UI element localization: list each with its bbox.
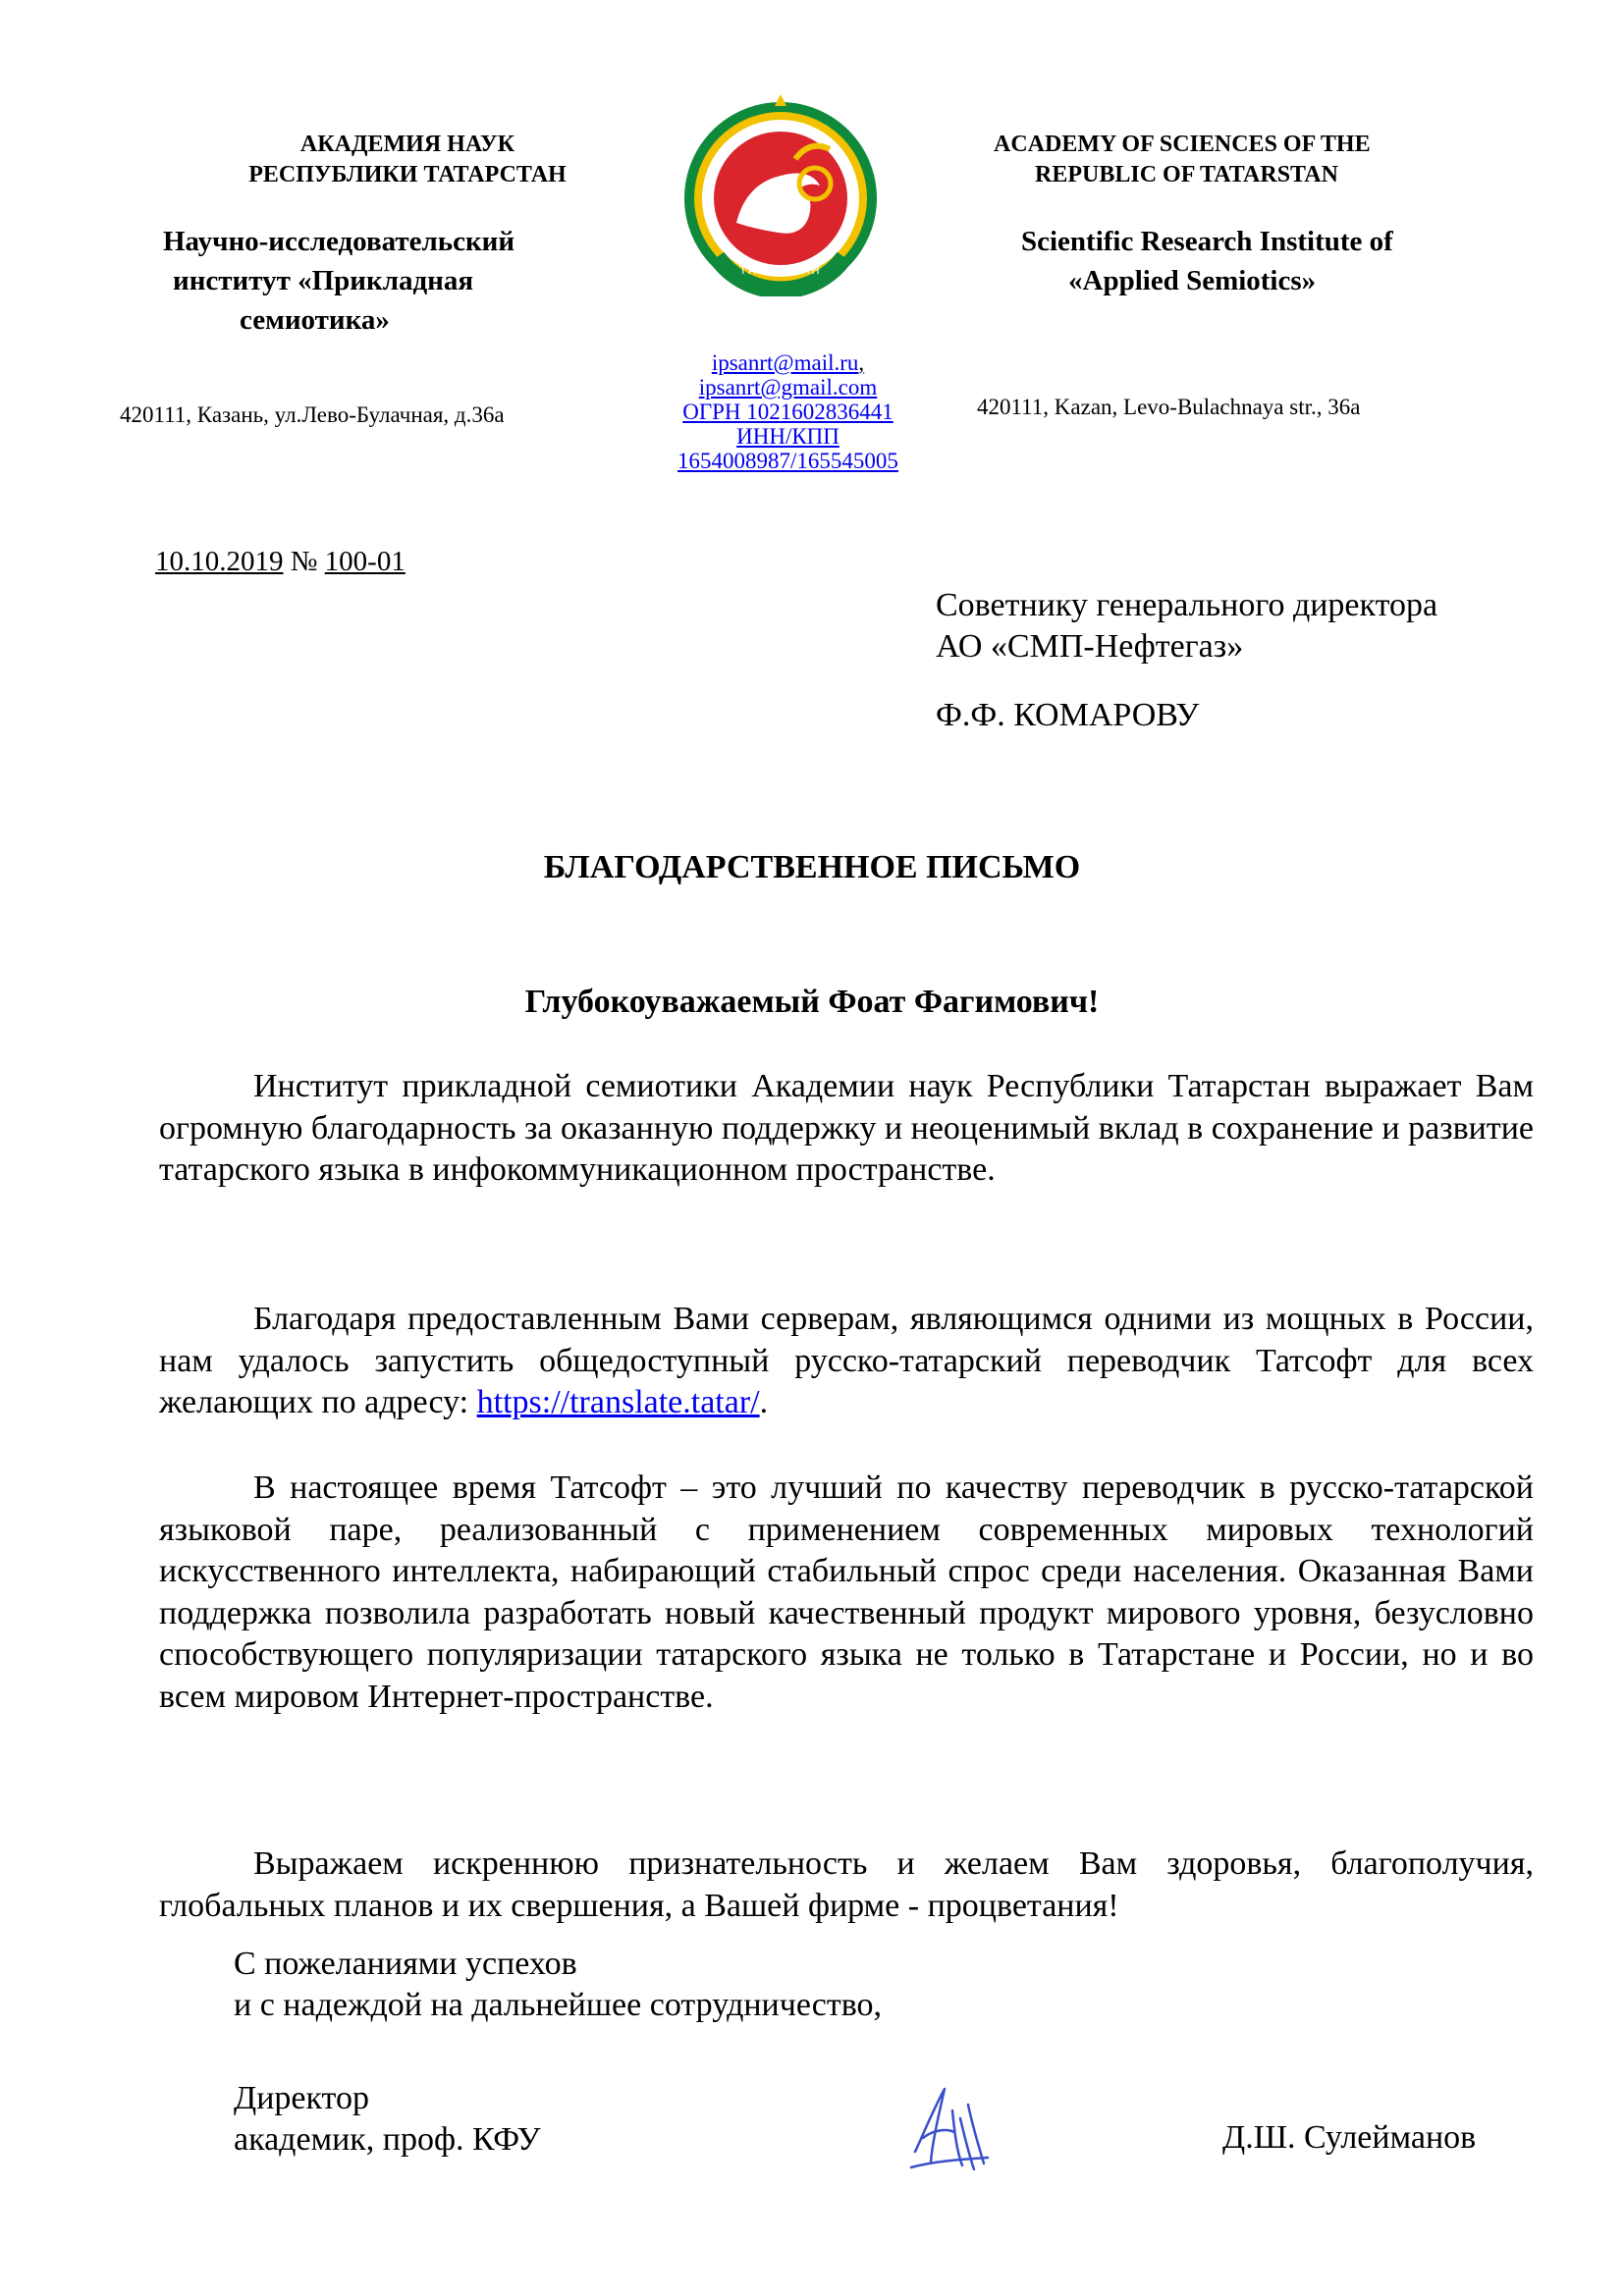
ru-institute-name xyxy=(137,222,589,340)
signatory-name: Д.Ш. Сулейманов xyxy=(1222,2119,1477,2156)
translator-link[interactable]: https://translate.tatar/ xyxy=(476,1384,760,1420)
recipient-name: Ф.Ф. КОМАРОВУ xyxy=(936,697,1200,733)
ogrn-link[interactable]: ОГРН 1021602836441 xyxy=(682,400,893,424)
salutation: Глубокоуважаемый Фоат Фагимович! xyxy=(524,984,1100,1020)
ru-institute-line3: семиотика» xyxy=(240,304,390,336)
reference-line xyxy=(155,546,406,578)
emblem-icon xyxy=(677,90,884,296)
closing-line2: и с надеждой на дальнейшее сотрудничество, xyxy=(234,1987,883,2023)
body-paragraph-4: Выражаем искреннюю признательность и желаем Вам здоровья, благополучия, глобальных планов и их свершения, а Вашей фирме - процветания! xyxy=(159,1845,1534,1924)
closing-line1: С пожеланиями успехов xyxy=(234,1946,577,1982)
ru-academy-line1: АКАДЕМИЯ НАУК xyxy=(299,132,515,157)
ru-academy-name xyxy=(211,130,604,190)
ref-number: 100-01 xyxy=(324,546,406,577)
ru-institute-line2: институт «Прикладная xyxy=(173,265,474,296)
handwritten-signature xyxy=(903,2081,992,2179)
ru-academy-line2: РЕСПУБЛИКИ ТАТАРСТАН xyxy=(248,162,567,187)
inn-value-link[interactable]: 1654008987/165545005 xyxy=(677,449,898,473)
body-paragraph-2-text: Благодаря предоставленным Вами серверам, являющимся одними из мощных в России, нам удалось запустить общедоступный русско-татарский переводчик Татсофт для всех желающих по адресу: xyxy=(159,1301,1534,1420)
tatarstan-emblem xyxy=(677,90,884,296)
en-academy-line1: ACADEMY OF SCIENCES OF THE xyxy=(994,132,1371,157)
recipient-line1: Советнику генерального директора xyxy=(936,587,1438,623)
recipient-line2: АО «СМП-Нефтегаз» xyxy=(936,628,1244,665)
signatory-title-line1: Директор xyxy=(234,2080,369,2116)
ref-date: 10.10.2019 xyxy=(155,546,284,577)
en-academy-line2: REPUBLIC OF TATARSTAN xyxy=(1035,162,1338,187)
body-paragraph-1: Институт прикладной семиотики Академии наук Республики Татарстан выражает Вам огромную благодарность за оказанную поддержку и неоценимый вклад в сохранение и развитие татарского языка в инфокоммуникационном пространстве. xyxy=(159,1068,1534,1188)
body-paragraph-2 xyxy=(159,1299,1534,1424)
body-paragraph-3: В настоящее время Татсофт – это лучший по качеству переводчик в русско-татарской языковой паре, реализованный с применением современных мировых технологий искусственного интеллекта, набирающий стабильный спрос среди населения. Оказанная Вами поддержка позволила разработать новый качественный продукт мирового уровня, безусловно способствующего популяризации татарского языка не только в Татарстане и России, но и во всем мировом Интернет-пространстве. xyxy=(159,1469,1534,1715)
recipient-block xyxy=(936,585,1437,736)
en-institute-line1: Scientific Research Institute of xyxy=(1021,226,1393,257)
letter-title: БЛАГОДАРСТВЕННОЕ ПИСЬМО xyxy=(543,849,1081,885)
email-link-2[interactable]: ipsanrt@gmail.com xyxy=(698,375,878,400)
svg-text:ТАТАРСТАН: ТАТАРСТАН xyxy=(739,264,822,277)
closing-block xyxy=(234,1944,882,2026)
email-link-1[interactable]: ipsanrt@mail.ru, xyxy=(711,350,865,375)
en-institute-line2: «Applied Semiotics» xyxy=(1068,265,1317,296)
ru-address: 420111, Казань, ул.Лево-Булачная, д.36а xyxy=(120,402,505,427)
signatory-title-line2: академик, проф. КФУ xyxy=(234,2121,541,2158)
en-academy-name xyxy=(982,130,1453,190)
en-address: 420111, Kazan, Levo-Bulachnaya str., 36a xyxy=(977,395,1361,419)
inn-label-link[interactable]: ИНН/КПП xyxy=(736,424,839,449)
ref-number-sign: № xyxy=(290,546,318,577)
contacts-block xyxy=(628,350,947,473)
signature-icon xyxy=(903,2081,992,2179)
body-paragraph-2-end: . xyxy=(759,1384,769,1420)
en-institute-name xyxy=(1021,222,1512,300)
signatory-title xyxy=(234,2078,541,2161)
ru-institute-line1: Научно-исследовательский xyxy=(163,226,515,257)
